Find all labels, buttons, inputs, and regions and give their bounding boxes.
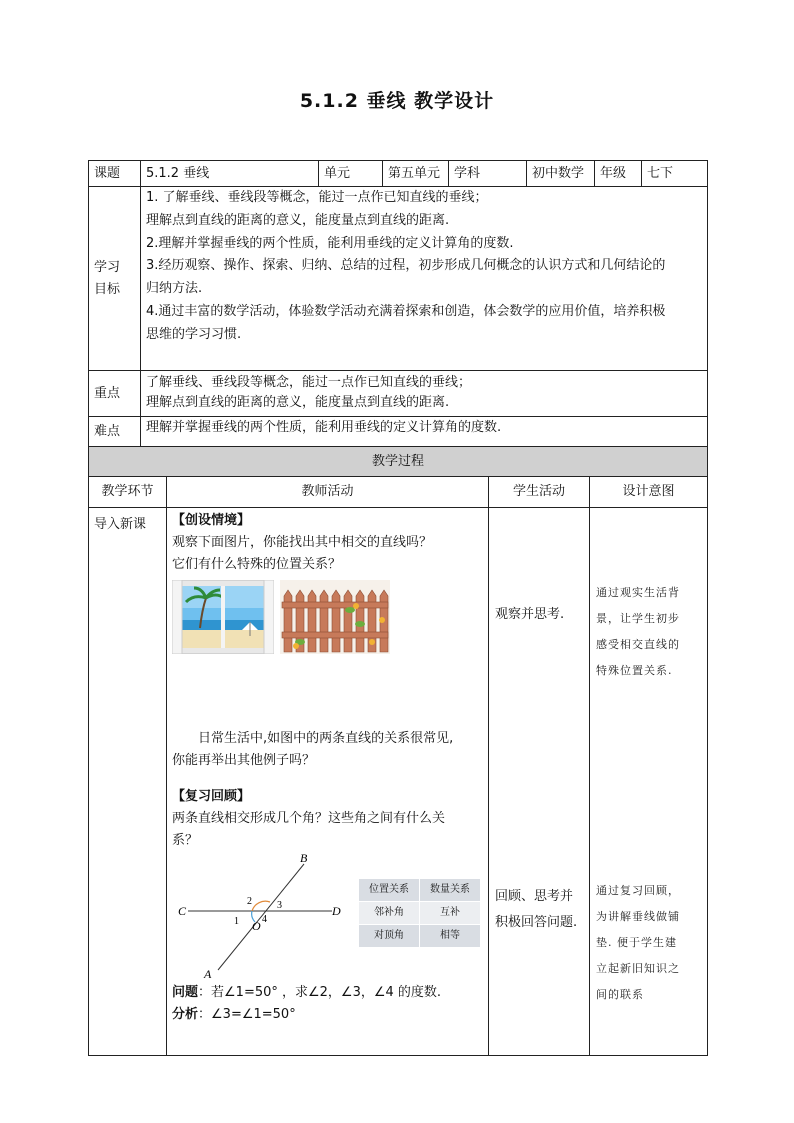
- process-content-row: [89, 508, 708, 1056]
- goal-line: 4.通过丰富的数学活动，体验数学活动充满着探索和创造，体会数学的应用价值，培养积极: [146, 303, 666, 319]
- situation-question: 观察下面图片，你能找出其中相交的直线吗？: [172, 535, 433, 550]
- relation-cell: 数量关系: [420, 879, 481, 902]
- goal-line: 3.经历观察、操作、探索、归纳、总结的过程，初步形成几何概念的认识方式和几何结论的: [146, 258, 666, 274]
- col-student: 学生活动: [489, 477, 590, 508]
- analysis-line: 分析：∠3=∠1=50°: [172, 1007, 296, 1022]
- key-points-label: 重点: [89, 371, 141, 417]
- col-stage: 教学环节: [89, 477, 167, 508]
- angle-1: 1: [234, 916, 239, 927]
- key-points-row: [89, 371, 708, 417]
- relation-cell: 邻补角: [359, 902, 420, 925]
- angle-2: 2: [247, 896, 252, 907]
- situation-paragraph: 你能再举出其他例子吗？: [172, 753, 316, 768]
- angle-4: 4: [262, 914, 267, 925]
- process-header-row: [89, 447, 708, 477]
- goals-label: 学习 目标: [89, 187, 141, 371]
- key-points-content: 了解垂线、垂线段等概念，能过一点作已知直线的垂线； 理解点到直线的距离的意义，能度量点到直线的距离.: [141, 371, 708, 417]
- section-title-situation: 【创设情境】: [172, 513, 251, 528]
- window-beach-image: [172, 580, 274, 654]
- design-intent-1: 通过观实生活背 景，让学生初步 感受相交直线的 特殊位置关系.: [596, 586, 680, 677]
- lesson-plan-table: [88, 160, 708, 477]
- goal-line: 归纳方法.: [146, 281, 203, 297]
- difficulty-row: [89, 417, 708, 447]
- topic-label: 课题: [89, 161, 141, 187]
- subject-label: 学科: [449, 161, 527, 187]
- relation-cell: 位置关系: [359, 879, 420, 902]
- student-activity-2: 回顾、思考并 积极回答问题.: [495, 889, 578, 930]
- label-D: D: [332, 904, 341, 918]
- fence-image: [280, 580, 390, 654]
- student-activity-1: 观察并思考.: [495, 607, 565, 622]
- info-row: [89, 161, 708, 187]
- teacher-activity-cell: [167, 508, 489, 1056]
- angle-3: 3: [277, 900, 282, 911]
- goal-line: 2.理解并掌握垂线的两个性质，能利用垂线的定义计算角的度数.: [146, 235, 514, 251]
- review-question: 两条直线相交形成几个角？这些角之间有什么关: [172, 811, 446, 826]
- goal-line: 思维的学习习惯.: [146, 326, 242, 342]
- design-intent-2: 通过复习回顾， 为讲解垂线做铺 垫. 便于学生建 立起新旧知识之 间的联系: [596, 884, 680, 1001]
- process-columns-row: [89, 477, 708, 508]
- difficulty-label: 难点: [89, 417, 141, 447]
- unit-value: 第五单元: [383, 161, 449, 187]
- difficulty-content: 理解并掌握垂线的两个性质，能利用垂线的定义计算角的度数.: [141, 417, 708, 447]
- unit-label: 单元: [319, 161, 383, 187]
- review-question: 系？: [172, 833, 199, 848]
- grade-value: 七下: [642, 161, 708, 187]
- col-teacher: 教师活动: [167, 477, 489, 508]
- goal-line: 理解点到直线的距离的意义，能度量点到直线的距离.: [146, 212, 450, 228]
- relation-cell: 对顶角: [359, 925, 420, 948]
- design-intent-cell: [590, 508, 708, 1056]
- relation-cell: 相等: [420, 925, 481, 948]
- process-table: [88, 476, 708, 1056]
- label-C: C: [178, 904, 187, 918]
- situation-question: 它们有什么特殊的位置关系？: [172, 557, 342, 572]
- label-B: B: [300, 852, 308, 865]
- grade-label: 年级: [595, 161, 642, 187]
- goal-line: 1. 了解垂线、垂线段等概念，能过一点作已知直线的垂线；: [146, 190, 488, 205]
- student-activity-cell: [489, 508, 590, 1056]
- subject-value: 初中数学: [527, 161, 595, 187]
- label-O: O: [252, 919, 261, 933]
- document-title: 5.1.2 垂线 教学设计: [299, 90, 495, 112]
- topic-value: 5.1.2 垂线: [141, 161, 319, 187]
- intersecting-lines-diagram: [172, 852, 342, 982]
- relation-cell: 互补: [420, 902, 481, 925]
- situation-paragraph: 日常生活中,如图中的两条直线的关系很常见,: [198, 731, 454, 746]
- goals-row: [89, 187, 708, 371]
- problem-line: 问题：若∠1=50° ，求∠2，∠3，∠4 的度数.: [172, 985, 442, 1000]
- stage-cell: 导入新课: [89, 508, 167, 1056]
- label-A: A: [204, 967, 212, 981]
- col-intent: 设计意图: [590, 477, 708, 508]
- section-title-review: 【复习回顾】: [172, 789, 251, 804]
- relation-table: [358, 878, 481, 948]
- goals-content: [141, 187, 708, 371]
- process-header: 教学过程: [89, 447, 708, 477]
